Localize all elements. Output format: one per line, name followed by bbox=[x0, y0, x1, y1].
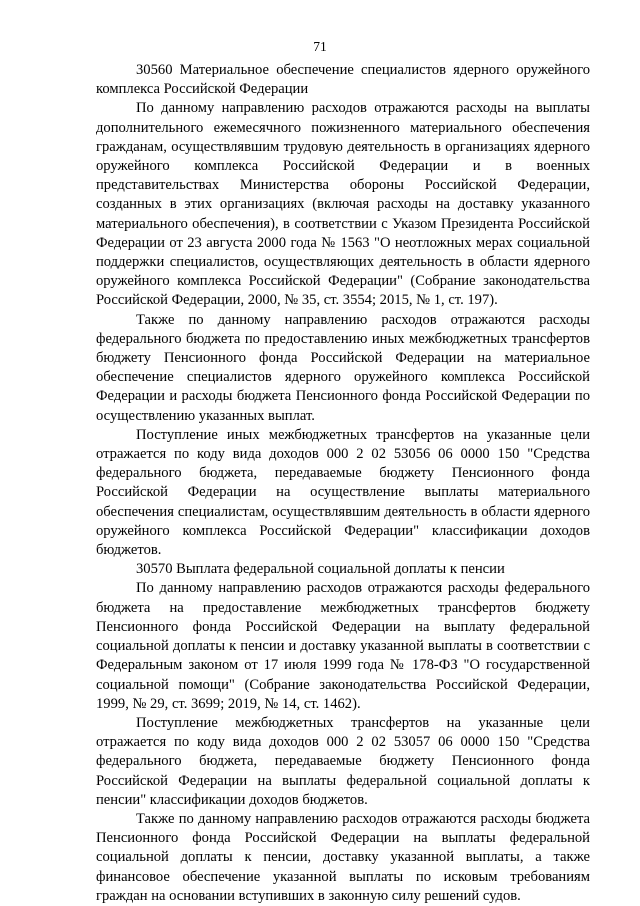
page-number: 71 bbox=[313, 39, 327, 54]
paragraph: Также по данному направлению расходов отражаются расходы федерального бюджета по предоставлению иных межбюджетных трансфертов бюджету Пенсионного фонда Российской Федерации на материальное обеспечение специалистов ядерного оружейного комплекса Российской Федерации и расходы бюджета Пенсионного фонда Российской Федерации по осуществлению указанных выплат. bbox=[96, 311, 590, 424]
paragraph: Поступление межбюджетных трансфертов на указанные цели отражается по коду вида доходов 000 2 02 53057 06 0000 150 "Средства федерального бюджета, передаваемые бюджету Пенсионного фонда Российской Федерации на выплаты федеральной социальной доплаты к пенсии" классификации доходов бюджетов. bbox=[96, 714, 590, 808]
paragraph: По данному направлению расходов отражаются расходы федерального бюджета на предоставление межбюджетных трансфертов бюджету Пенсионного фонда Российской Федерации на выплату федеральной социальной доплаты к пенсии и доставку указанной выплаты в соответствии с Федеральным законом от 17 июля 1999 года № 178-ФЗ "О государственной социальной помощи" (Собрание законодательства Российской Федерации, 1999, № 29, ст. 3699; 2019, № 14, ст. 1462). bbox=[96, 580, 590, 712]
paragraph: Также по данному направлению расходов отражаются расходы бюджета Пенсионного фонда Российской Федерации на выплаты федеральной социальной доплаты к пенсии, доставку указанной выплаты, а также финансовое обеспечение указанной выплаты по исковым требованиям граждан на основании вступивших в законную силу решений судов. bbox=[96, 810, 590, 904]
section-heading-30570: 30570 Выплата федеральной социальной доплаты к пенсии bbox=[136, 561, 505, 578]
section-heading-30560: 30560 Материальное обеспечение специалистов ядерного оружейного комплекса Российской Федерации bbox=[96, 62, 590, 98]
document-body bbox=[96, 61, 590, 906]
paragraph: Поступление иных межбюджетных трансфертов на указанные цели отражается по коду вида доходов 000 2 02 53056 06 0000 150 "Средства федерального бюджета, передаваемые бюджету Пенсионного фонда Российской Федерации на осуществление выплаты материального обеспечения специалистам, осуществлявшим деятельность в области ядерного оружейного комплекса Российской Федерации" классификации доходов бюджетов. bbox=[96, 426, 590, 559]
paragraph: По данному направлению расходов отражаются расходы на выплаты дополнительного ежемесячного пожизненного материального обеспечения гражданам, осуществлявшим трудовую деятельность в организациях ядерного оружейного комплекса Российской Федерации и в военных представительствах Министерства обороны Российской Федерации, созданных в этих организациях (включая расходы на доставку указанного материального обеспечения), в соответствии с Указом Президента Российской Федерации от 23 августа 2000 года № 1563 "О неотложных мерах социальной поддержки специалистов, осуществляющих деятельность в области ядерного оружейного комплекса Российской Федерации" (Собрание законодательства Российской Федерации, 2000, № 35, ст. 3554; 2015, № 1, ст. 197). bbox=[96, 100, 590, 309]
